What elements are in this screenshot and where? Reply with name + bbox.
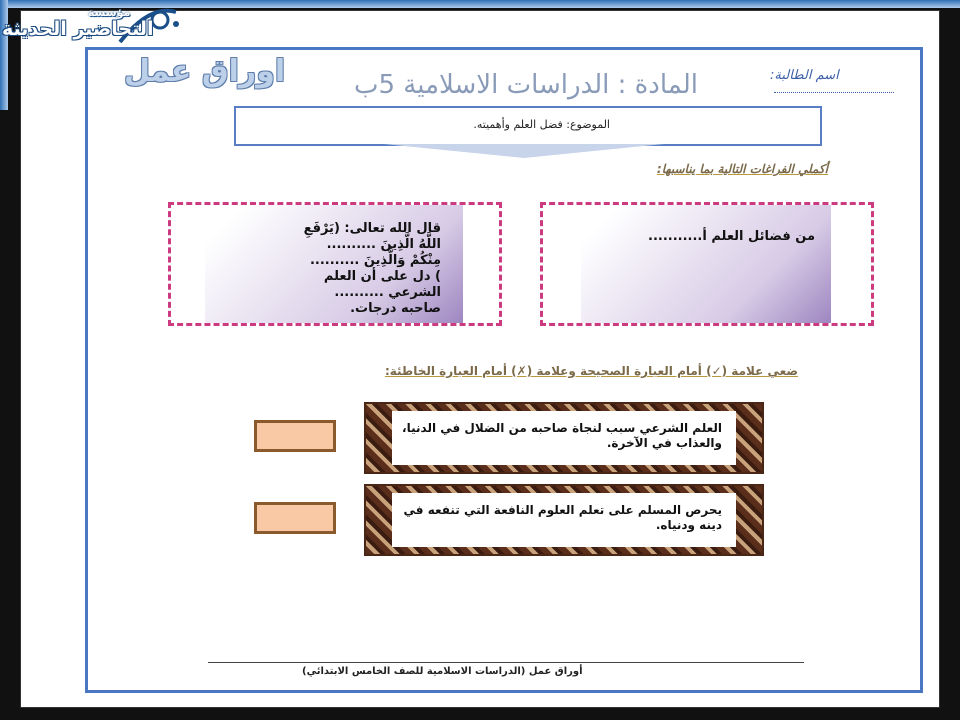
- fill-blank-box-virtues-inner: [581, 205, 831, 323]
- publisher-logo: [0, 2, 200, 48]
- virtues-blank-text[interactable]: من فضائل العلم أ...........: [648, 229, 815, 244]
- statement-frame-1: [364, 402, 764, 474]
- statement-panel-2: [392, 493, 736, 547]
- fill-blank-box-virtues: [540, 202, 874, 326]
- verse-blank-text[interactable]: قال الله تعالى: (يَرْفَعِ اللَّهُ الَّذِينَ .......... مِنْكُمْ وَالَّذِينَ .......... ) دل على أن العلم الشرعي .......... صاحبه درجات.: [303, 221, 441, 316]
- logo-subtitle: مؤسسة: [88, 6, 131, 19]
- statement-text-2: يحرص المسلم على تعلم العلوم النافعة التي تنفعه في دينه ودنياه.: [403, 503, 722, 532]
- true-false-heading: ضعي علامة (✓) أمام العبارة الصحيحة وعلامة (✗) أمام العبارة الخاطئة:: [384, 364, 798, 378]
- worksheet-title: اوراق عمل: [124, 54, 286, 89]
- statement-panel-1: [392, 411, 736, 465]
- worksheet-page: [85, 47, 923, 693]
- answer-box-1[interactable]: [254, 420, 336, 452]
- subject-title: المادة : الدراسات الاسلامية 5ب: [354, 70, 698, 100]
- statement-text-1: العلم الشرعي سبب لنجاة صاحبه من الضلال في الدنيا، والعذاب في الآخرة.: [402, 421, 722, 450]
- fill-blanks-heading: أكملي الفراغات التالية بما يناسبها:: [656, 162, 828, 176]
- topic-arrow: [384, 144, 664, 158]
- topic-text: الموضوع: فضل العلم وأهميته.: [473, 118, 610, 131]
- footer-text: أوراق عمل (الدراسات الاسلامية للصف الخامس الابتدائي): [302, 666, 583, 677]
- logo-title: التحاضير الحديثة: [2, 18, 154, 40]
- slide-frame: [20, 10, 940, 708]
- footer-divider: [208, 662, 804, 663]
- student-name-label: اسم الطالبة:: [770, 68, 839, 83]
- student-name-line: [774, 92, 894, 93]
- topic-box: [234, 106, 822, 146]
- statement-frame-2: [364, 484, 764, 556]
- fill-blank-box-verse: [168, 202, 502, 326]
- answer-box-2[interactable]: [254, 502, 336, 534]
